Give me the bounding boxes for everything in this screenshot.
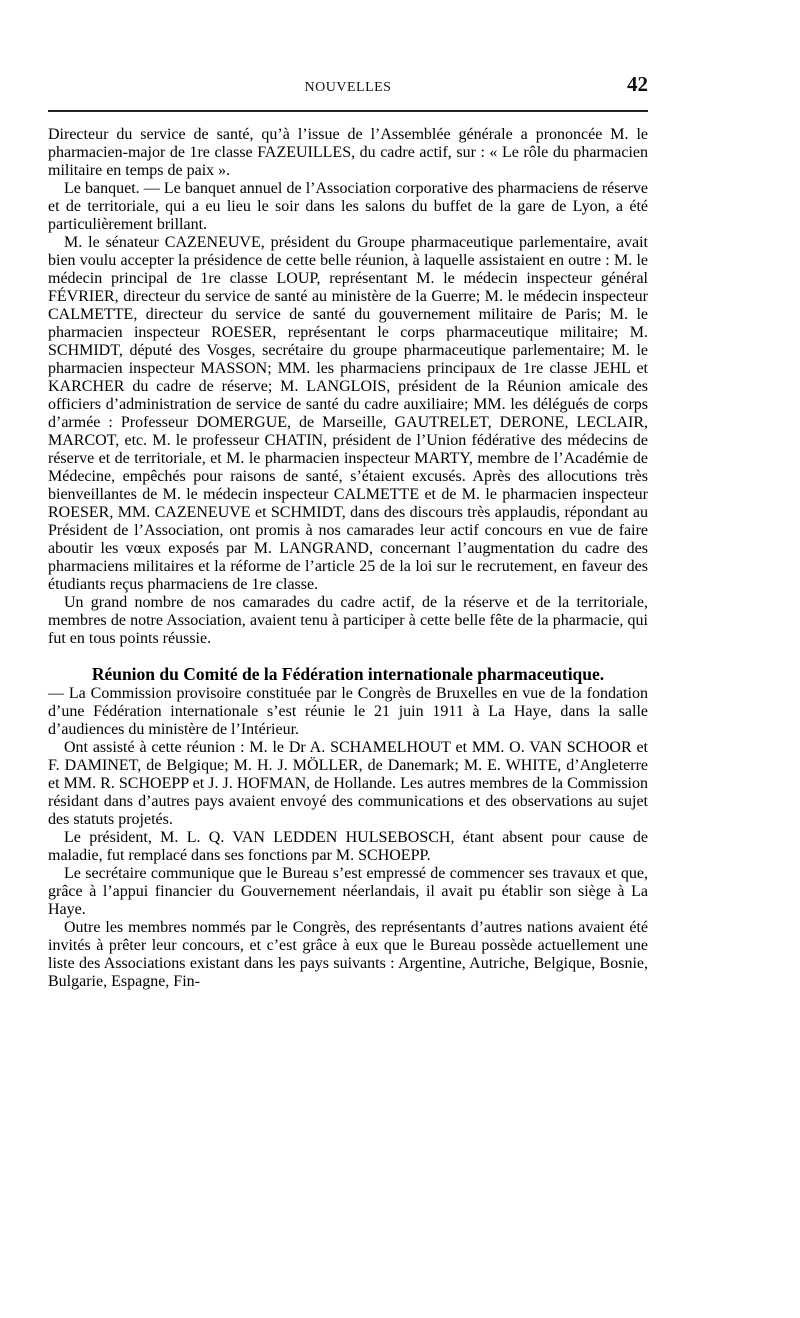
section-heading: Réunion du Comité de la Fédération internationale pharmaceutique. [91, 664, 605, 684]
paragraph: — La Commission provisoire constituée par le Congrès de Bruxelles en vue de la fondation d’une Fédération internationale s’est réunie le 21 juin 1911 à La Haye, dans la salle d’audiences du ministère de l’Intérieur. [48, 685, 648, 738]
paragraph: Un grand nombre de nos camarades du cadre actif, de la réserve et de la territoriale, membres de notre Association, avaient tenu à participer à cette belle fête de la pharmacie, qui fut en tous points réussie. [48, 594, 648, 647]
paragraph: Le secrétaire communique que le Bureau s’est empressé de commencer ses travaux et que, grâce à l’appui financier du Gouvernement néerlandais, il avait pu établir son siège à La Haye. [48, 865, 648, 918]
article-body [48, 126, 648, 991]
paragraph: Ont assisté à cette réunion : M. le Dr A. SCHAMELHOUT et MM. O. VAN SCHOOR et F. DAMINET, de Belgique; M. H. J. MÖLLER, de Danemark; M. E. WHITE, d’Angleterre et MM. R. SCHOEPP et J. J. HOFMAN, de Hollande. Les autres membres de la Commission résidant dans d’autres pays avaient envoyé des communications et des observations au sujet des statuts projetés. [48, 739, 648, 828]
paragraph: M. le sénateur CAZENEUVE, président du Groupe pharmaceutique parlementaire, avait bien voulu accepter la présidence de cette belle réunion, à laquelle assistaient en outre : M. le médecin principal de 1re classe LOUP, représentant M. le médecin inspecteur général FÉVRIER, directeur du service de santé au ministère de la Guerre; M. le médecin inspecteur CALMETTE, directeur du service de santé du gouvernement militaire de Paris; M. le pharmacien inspecteur ROESER, représentant le corps pharmaceutique militaire; M. SCHMIDT, député des Vosges, secrétaire du groupe pharmaceutique parlementaire; M. le pharmacien inspecteur MASSON; MM. les pharmaciens principaux de 1re classe JEHL et KARCHER du cadre de réserve; M. LANGLOIS, président de la Réunion amicale des officiers d’administration de service de santé du cadre auxiliaire; MM. les délégués de corps d’armée : Professeur DOMERGUE, de Marseille, GAUTRELET, DERONE, LECLAIR, MARCOT, etc. M. le professeur CHATIN, président de l’Union fédérative des médecins de réserve et de territoriale, et M. le pharmacien inspecteur MARTY, membre de l’Académie de Médecine, empêchés pour raisons de santé, s’étaient excusés. Après des allocutions très bienveillantes de M. le médecin inspecteur CALMETTE et de M. le pharmacien inspecteur ROESER, MM. CAZENEUVE et SCHMIDT, dans des discours très applaudis, répondant au Président de l’Association, ont promis à nos camarades leur actif concours en vue de faire aboutir les vœux exposés par M. LANGRAND, concernant l’augmentation du cadre des pharmaciens militaires et la réforme de l’article 25 de la loi sur le recrutement, en faveur des étudiants reçus pharmaciens de 1re classe. [48, 234, 648, 593]
paragraph: Directeur du service de santé, qu’à l’issue de l’Assemblée générale a prononcée M. le pharmacien-major de 1re classe FAZEUILLES, du cadre actif, sur : « Le rôle du pharmacien militaire en temps de paix ». [48, 126, 648, 179]
running-header [48, 72, 648, 102]
paragraph: Le banquet. — Le banquet annuel de l’Association corporative des pharmaciens de réserve et de territoriale, qui a eu lieu le soir dans les salons du buffet de la gare de Lyon, a été particulièrement brillant. [48, 180, 648, 233]
header-rule [48, 110, 648, 112]
running-title: NOUVELLES [304, 80, 392, 95]
page-number: 42 [627, 72, 648, 96]
paragraph: Le président, M. L. Q. VAN LEDDEN HULSEBOSCH, étant absent pour cause de maladie, fut remplacé dans ses fonctions par M. SCHOEPP. [48, 829, 648, 864]
paragraph: Outre les membres nommés par le Congrès, des représentants d’autres nations avaient été invités à prêter leur concours, et c’est grâce à eux que le Bureau possède actuellement une liste des Associations existant dans les pays suivants : Argentine, Autriche, Belgique, Bosnie, Bulgarie, Espagne, Fin- [48, 919, 648, 990]
